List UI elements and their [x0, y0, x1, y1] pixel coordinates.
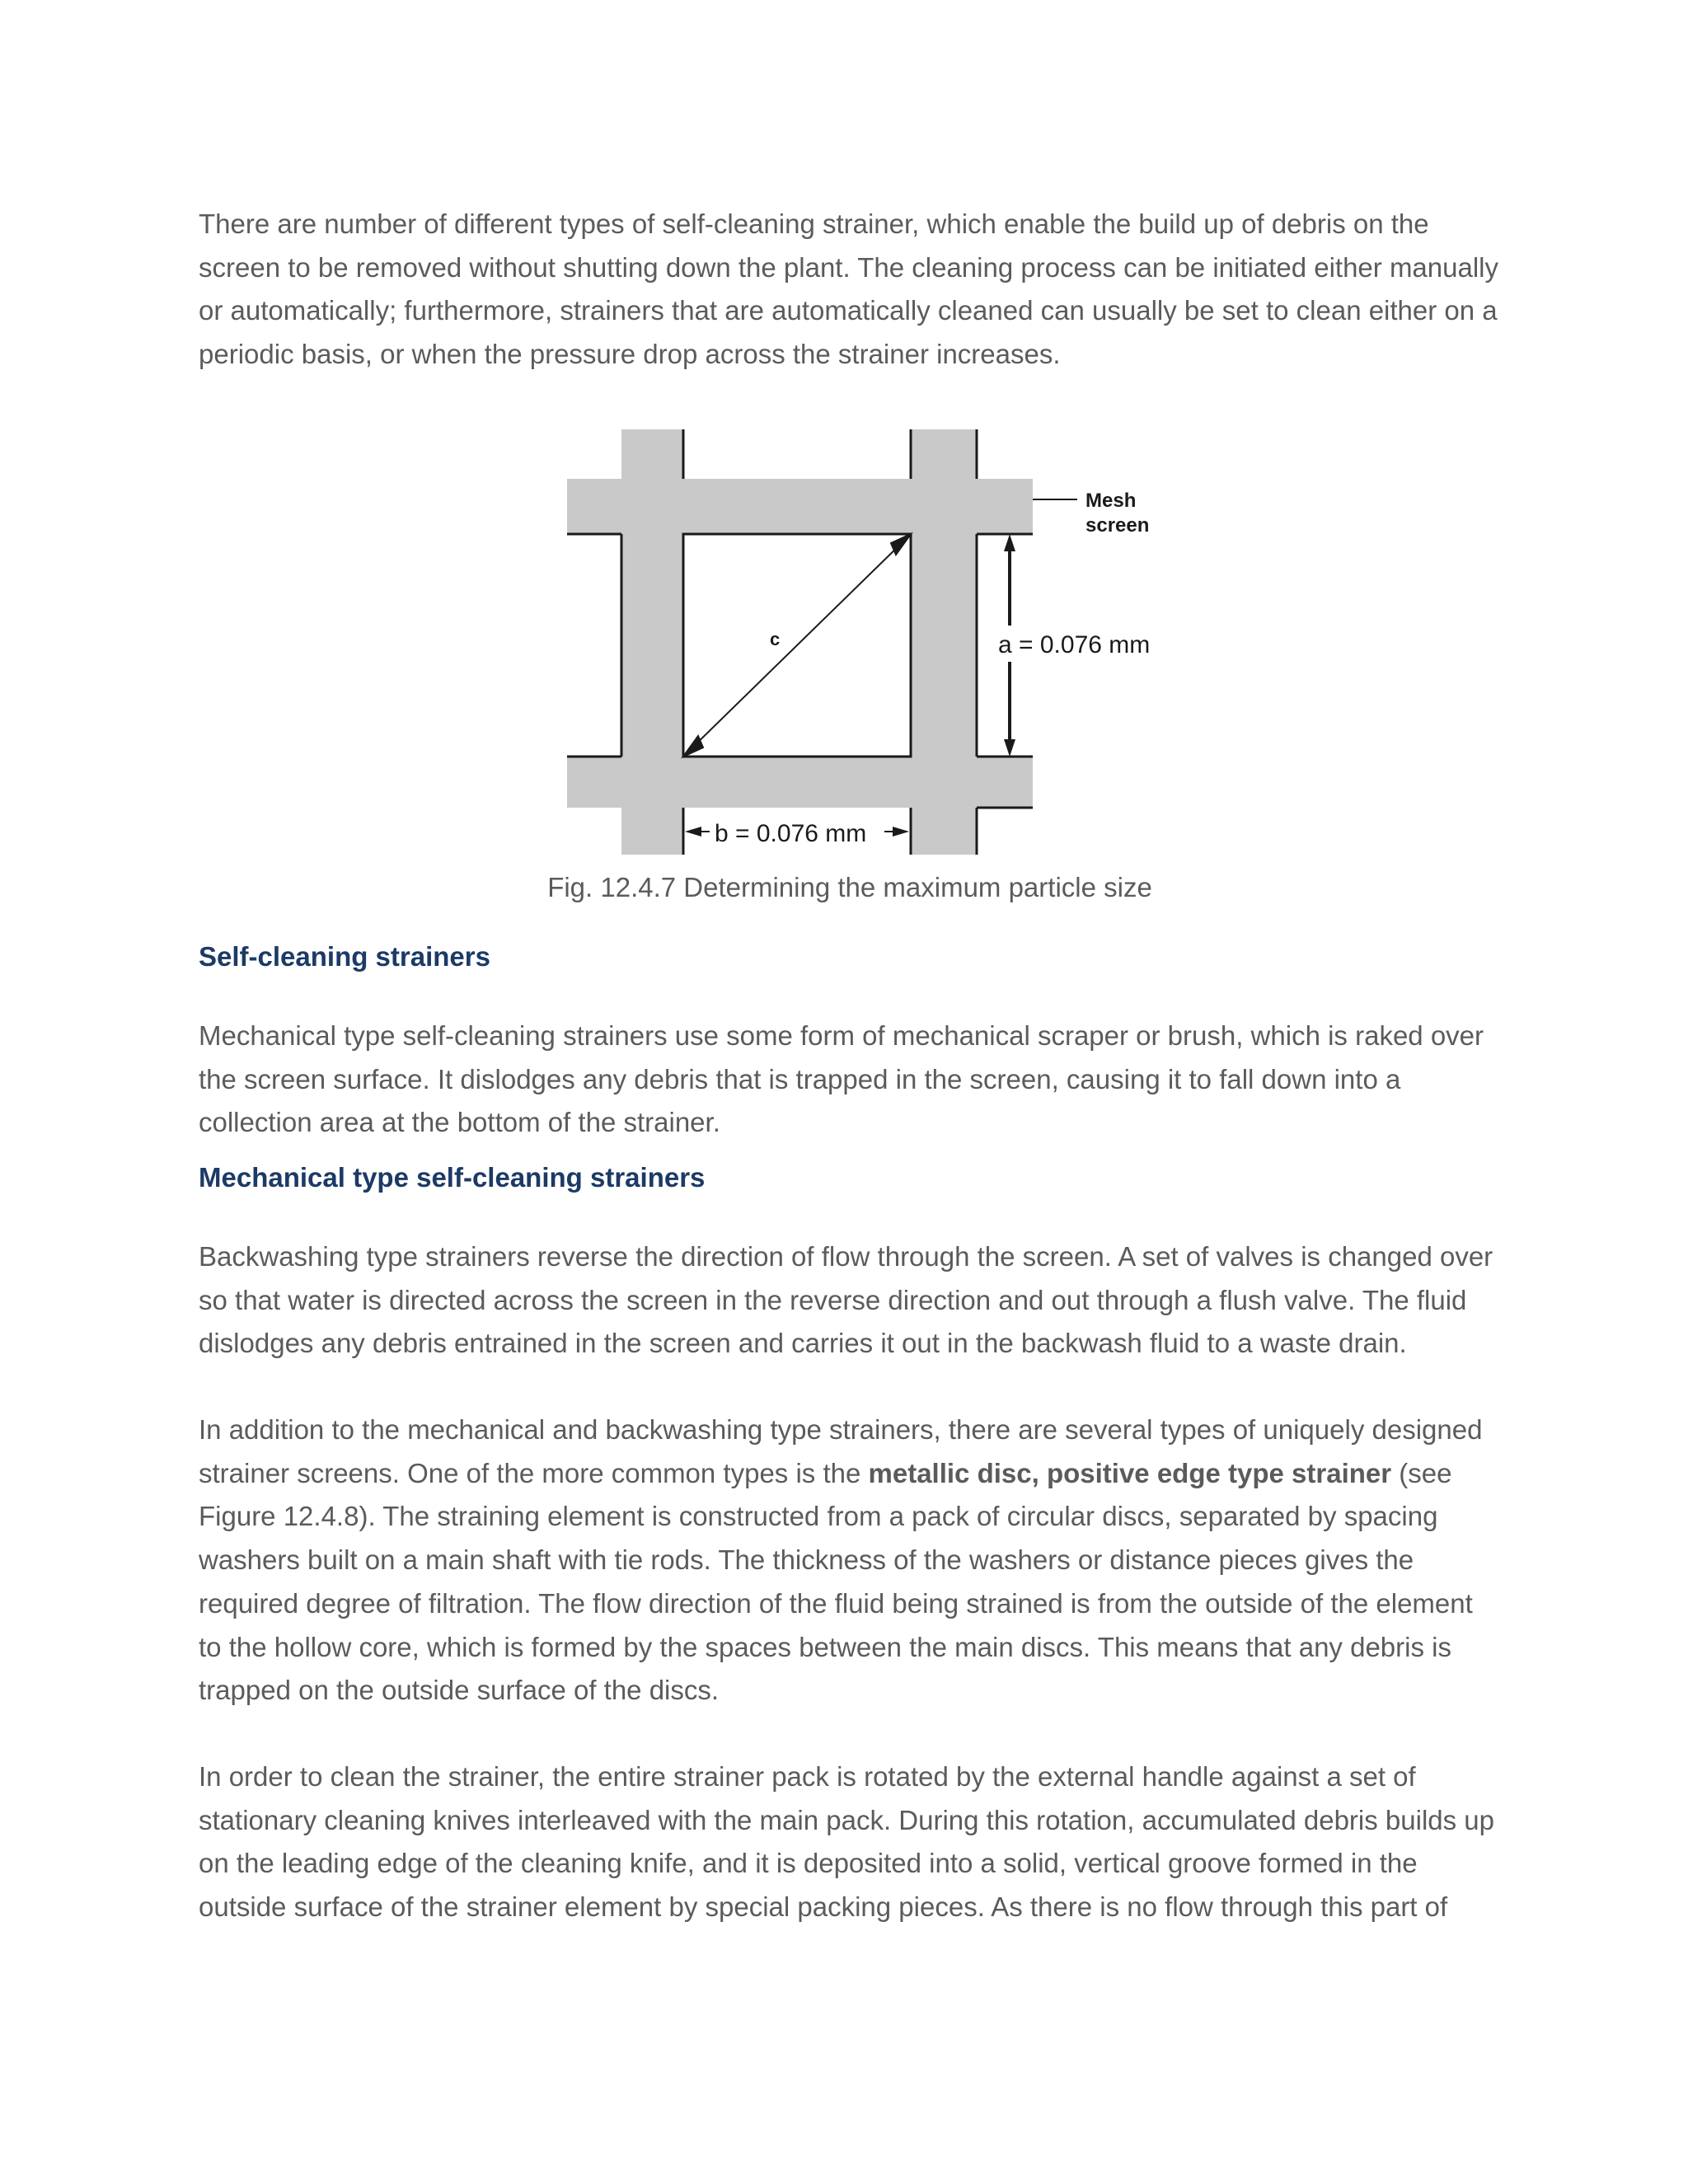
label-b: b = 0.076 mm: [715, 819, 867, 847]
disc-text-part1: In addition to the mechanical and backwashing type strainers, there are several types of uniquely designed strainer screens. One of the more common types is the: [199, 1414, 1483, 1488]
mesh-diagram: [199, 429, 1501, 855]
page-content: [199, 203, 1501, 1929]
disc-text-bold: metallic disc, positive edge type strainer: [868, 1457, 1392, 1488]
cleaning-paragraph: In order to clean the strainer, the entire strainer pack is rotated by the external handle against a set of stationary cleaning knives interleaved with the main pack. During this rotation, accumulated debris builds up on the leading edge of the cleaning knife, and it is deposited into a solid, vertical groove formed in the outside surface of the strainer element by special packing pieces. As there is no flow through this part of: [199, 1760, 1495, 1923]
mechanical-paragraph: Mechanical type self-cleaning strainers use some form of mechanical scraper or brush, which is raked over the screen surface. It dislodges any debris that is trapped in the screen, causing it to fall down into a collection area at the bottom of the strainer.: [199, 1019, 1484, 1138]
intro-paragraph: There are number of different types of self-cleaning strainer, which enable the build up of debris on the screen to be removed without shutting down the plant. The cleaning process can be initiated either manually or automatically; furthermore, strainers that are automatically cleaned can usually be set to clean either on a periodic basis, or when the pressure drop across the strainer increases.: [199, 209, 1499, 370]
label-a: a = 0.076 mm: [998, 630, 1151, 658]
label-mesh-line1: Mesh: [1085, 489, 1137, 512]
heading-mechanical-type: Mechanical type self-cleaning strainers: [199, 1161, 706, 1193]
disc-text-part2: (see Figure 12.4.8). The straining element is constructed from a pack of circular discs, separated by spacing washers built on a main shaft with tie rods. The thickness of the washers or distance pieces gives the required degree of filtration. The flow direction of the fluid being strained is from the outside of the element to the hollow core, which is formed by the spaces between the main discs. This means that any debris is trapped on the outside surface of the discs.: [199, 1457, 1473, 1706]
mesh-wire-horizontal-top: [567, 479, 1033, 534]
figure-caption: Fig. 12.4.7 Determining the maximum particle size: [547, 871, 1152, 902]
disc-strainer-paragraph: [199, 1408, 1501, 1713]
label-mesh-line2: screen: [1085, 513, 1150, 537]
mesh-wire-horizontal-bottom: [567, 757, 1033, 808]
mesh-figure: [199, 429, 1501, 855]
heading-self-cleaning-strainers: Self-cleaning strainers: [199, 940, 490, 972]
label-c: c: [770, 628, 781, 649]
backwashing-paragraph: Backwashing type strainers reverse the direction of flow through the screen. A set of valves is changed over so that water is directed across the screen in the reverse direction and out through a flush valve. The fluid dislodges any debris entrained in the screen and carries it out in the backwash fluid to a waste drain.: [199, 1240, 1493, 1359]
